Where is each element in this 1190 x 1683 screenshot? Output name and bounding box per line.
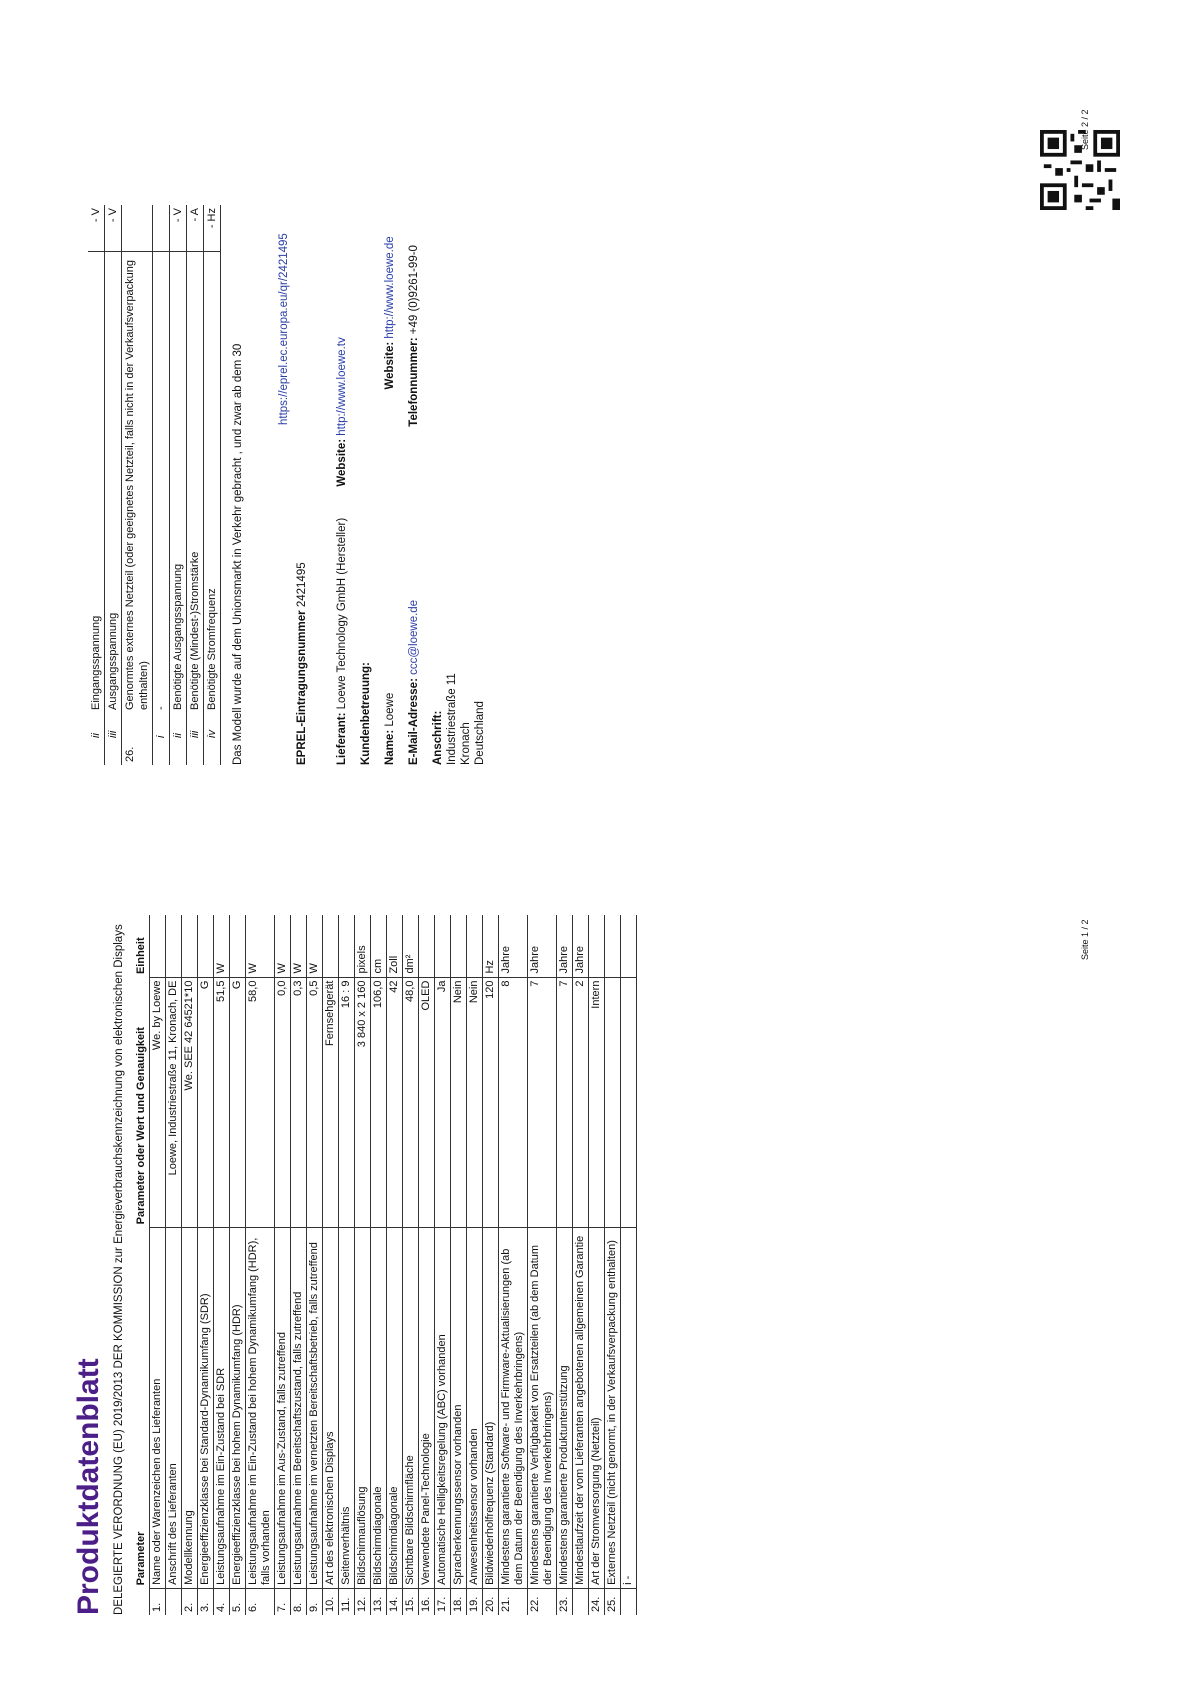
row-value: We. SEE 42 64521*10 xyxy=(182,977,198,1227)
row-unit xyxy=(339,915,355,977)
row-value: G xyxy=(230,977,246,1227)
row-subindex: iii xyxy=(105,713,122,741)
row-number: 6. xyxy=(246,1588,275,1615)
row-number: 1. xyxy=(150,1588,166,1615)
row-value xyxy=(605,977,621,1227)
row-value: 16 : 9 xyxy=(339,977,355,1227)
row-unit: - Hz xyxy=(204,205,221,252)
row-parameter: Bildschirmdiagonale xyxy=(387,1227,403,1588)
row-unit xyxy=(589,915,605,977)
row-parameter: Benötigte (Mindest-)Stromstärke xyxy=(187,252,204,714)
table-row xyxy=(246,915,275,1615)
phone-value: +49 (0)9261-99-0 xyxy=(408,245,420,335)
row-parameter: Spracherkennungssensor vorhanden xyxy=(451,1227,467,1588)
row-number xyxy=(170,741,187,765)
row-number: 13. xyxy=(371,1588,387,1615)
supplier-label: Lieferant: xyxy=(336,712,348,765)
page-title: Produktdatenblatt xyxy=(72,1358,105,1615)
row-unit: dm² xyxy=(403,915,419,977)
row-parameter: Bildwiederholfrequenz (Standard) xyxy=(483,1227,499,1588)
row-number: 4. xyxy=(214,1588,230,1615)
row-parameter: Leistungsaufnahme im Ein-Zustand bei SDR xyxy=(214,1227,230,1588)
row-value: 106,0 xyxy=(371,977,387,1227)
row-unit: Jahre xyxy=(573,915,589,977)
row-number: 5. xyxy=(230,1588,246,1615)
row-value: Loewe, Industriestraße 11, Kronach, DE xyxy=(166,977,182,1227)
row-unit: W xyxy=(246,915,275,977)
row-parameter: Ausgangsspannung xyxy=(105,252,122,714)
row-number: 10. xyxy=(323,1588,339,1615)
name-label: Name: xyxy=(384,729,396,765)
row-unit: cm xyxy=(371,915,387,977)
row-unit xyxy=(150,915,166,977)
eprel-value: 2421495 xyxy=(296,562,308,608)
page-2 xyxy=(88,105,648,765)
row-unit: Jahre xyxy=(528,915,557,977)
row-value: Nein xyxy=(467,977,483,1227)
row-number xyxy=(88,741,105,765)
row-number: 20. xyxy=(483,1588,499,1615)
row-value: Fernsehgerät xyxy=(323,977,339,1227)
row-value: 0,5 xyxy=(307,977,323,1227)
row-number: 26. xyxy=(122,741,153,765)
row-parameter: Seitenverhältnis xyxy=(339,1227,355,1588)
table-row xyxy=(187,205,204,765)
row-number: 25. xyxy=(605,1588,621,1615)
row-unit xyxy=(323,915,339,977)
table-row xyxy=(150,915,166,1615)
row-parameter: Genormtes externes Netzteil (oder geeignetes Netzteil, falls nicht in der Verkaufsverpackung enthalten) xyxy=(122,252,153,714)
row-number: 22. xyxy=(528,1588,557,1615)
row-value: 7 xyxy=(557,977,573,1227)
row-parameter: i - xyxy=(621,1227,637,1588)
row-parameter: Art des elektronischen Displays xyxy=(323,1227,339,1588)
header-unit: Einheit xyxy=(134,915,150,977)
row-unit: W xyxy=(275,915,291,977)
row-value: 3 840 x 2 160 xyxy=(355,977,371,1227)
row-parameter: Mindestens garantierte Verfügbarkeit von Ersatzteilen (ab dem Datum der Beendigung des Inverkehrbringens) xyxy=(528,1227,557,1588)
row-unit: W xyxy=(291,915,307,977)
row-value: 7 xyxy=(528,977,557,1227)
address-line-3: Deutschland xyxy=(474,701,486,765)
row-parameter: Art der Stromversorgung (Netzteil) xyxy=(589,1227,605,1588)
row-value: OLED xyxy=(419,977,435,1227)
table-row xyxy=(573,915,589,1615)
row-parameter: Energieeffizienzklasse bei hohem Dynamikumfang (HDR) xyxy=(230,1227,246,1588)
eprel-link[interactable]: https://eprel.ec.europa.eu/qr/2421495 xyxy=(278,233,290,425)
table-row xyxy=(451,915,467,1615)
market-text: Das Modell wurde auf dem Unionsmarkt in Verkehr gebracht , und zwar ab dem 30 xyxy=(232,343,244,765)
row-number xyxy=(204,741,221,765)
row-number: 19. xyxy=(467,1588,483,1615)
table-row xyxy=(214,915,230,1615)
row-number: 11. xyxy=(339,1588,355,1615)
row-number xyxy=(153,741,170,765)
row-number: 9. xyxy=(307,1588,323,1615)
row-number: 7. xyxy=(275,1588,291,1615)
header-param: Parameter xyxy=(134,1227,150,1588)
table-row xyxy=(204,205,221,765)
supplier-value: Loewe Technology GmbH (Hersteller) xyxy=(336,517,348,710)
row-number xyxy=(621,1588,637,1615)
row-parameter: Eingangsspannung xyxy=(88,252,105,714)
row-subindex: ii xyxy=(88,713,105,741)
row-unit: pixels xyxy=(355,915,371,977)
row-value: 0,0 xyxy=(275,977,291,1227)
row-value xyxy=(621,977,637,1227)
product-data-table xyxy=(134,915,637,1615)
row-parameter: Verwendete Panel-Technologie xyxy=(419,1227,435,1588)
row-number: 18. xyxy=(451,1588,467,1615)
row-unit: - V xyxy=(170,205,187,252)
row-number: 17. xyxy=(435,1588,451,1615)
support-label: Kundenbetreuung: xyxy=(360,662,372,765)
table-row xyxy=(483,915,499,1615)
row-unit xyxy=(182,915,198,977)
row-subindex: iv xyxy=(204,713,221,741)
row-parameter: Bildschirmdiagonale xyxy=(371,1227,387,1588)
row-value: 42 xyxy=(387,977,403,1227)
row-number: 3. xyxy=(198,1588,214,1615)
website-label-1: Website: xyxy=(336,438,348,487)
row-unit: W xyxy=(307,915,323,977)
row-number xyxy=(187,741,204,765)
row-value: 51,5 xyxy=(214,977,230,1227)
table-row xyxy=(105,205,122,765)
table-row xyxy=(323,915,339,1615)
row-unit: Jahre xyxy=(499,915,528,977)
regulation-text: DELEGIERTE VERORDNUNG (EU) 2019/2013 DER KOMMISSION zur Energieverbrauchskennzeichnung von elektronischen Displays xyxy=(113,924,125,1615)
row-parameter: - xyxy=(153,252,170,714)
email-label: E-Mail-Adresse: xyxy=(408,678,420,765)
row-parameter: Leistungsaufnahme im Ein-Zustand bei hohem Dynamikumfang (HDR), falls vorhanden xyxy=(246,1227,275,1588)
table-row xyxy=(88,205,105,765)
table-row xyxy=(153,205,170,765)
table-row xyxy=(605,915,621,1615)
row-unit: Jahre xyxy=(557,915,573,977)
row-parameter: Benötigte Ausgangsspannung xyxy=(170,252,187,714)
table-row xyxy=(467,915,483,1615)
table-row xyxy=(339,915,355,1615)
row-unit xyxy=(451,915,467,977)
row-parameter: Anwesenheitssensor vorhanden xyxy=(467,1227,483,1588)
row-value: Intern xyxy=(589,977,605,1227)
row-subindex xyxy=(122,713,153,741)
table-row xyxy=(621,915,637,1615)
table-row xyxy=(355,915,371,1615)
row-subindex: ii xyxy=(170,713,187,741)
row-unit xyxy=(122,205,153,252)
row-value: 58,0 xyxy=(246,977,275,1227)
table-row xyxy=(403,915,419,1615)
table-row xyxy=(166,915,182,1615)
table-row xyxy=(499,915,528,1615)
table-row xyxy=(419,915,435,1615)
row-unit xyxy=(621,915,637,977)
row-parameter: Externes Netzteil (nicht genormt, in der Verkaufsverpackung enthalten) xyxy=(605,1227,621,1588)
table-header xyxy=(134,915,150,1615)
row-number xyxy=(573,1588,589,1615)
row-parameter: Bildschirmauflösung xyxy=(355,1227,371,1588)
row-unit xyxy=(153,205,170,252)
row-parameter: Benötigte Stromfrequenz xyxy=(204,252,221,714)
website-link-1[interactable]: http://www.loewe.tv xyxy=(336,337,348,436)
row-value: We. by Loewe xyxy=(150,977,166,1227)
table-row xyxy=(387,915,403,1615)
table-row xyxy=(435,915,451,1615)
table-row xyxy=(528,915,557,1615)
table-row xyxy=(182,915,198,1615)
row-value: Nein xyxy=(451,977,467,1227)
email-link[interactable]: ccc@loewe.de xyxy=(408,599,420,675)
row-parameter: Mindestens garantierte Produktunterstützung xyxy=(557,1227,573,1588)
header-value: Parameter oder Wert und Genauigkeit xyxy=(134,977,150,1227)
table-row xyxy=(589,915,605,1615)
row-value: 2 xyxy=(573,977,589,1227)
page-number-1: Seite 1 / 2 xyxy=(1080,919,1090,960)
row-parameter: Leistungsaufnahme im Aus-Zustand, falls zutreffend xyxy=(275,1227,291,1588)
row-unit xyxy=(467,915,483,977)
row-parameter: Automatische Helligkeitsregelung (ABC) vorhanden xyxy=(435,1227,451,1588)
table-row xyxy=(122,205,153,765)
row-unit: - V xyxy=(88,205,105,252)
row-number: 24. xyxy=(589,1588,605,1615)
row-unit: Zoll xyxy=(387,915,403,977)
row-value: 48,0 xyxy=(403,977,419,1227)
table-row xyxy=(557,915,573,1615)
row-value: 8 xyxy=(499,977,528,1227)
row-value: 0,3 xyxy=(291,977,307,1227)
table-row xyxy=(198,915,214,1615)
row-parameter: Leistungsaufnahme im Bereitschaftszustand, falls zutreffend xyxy=(291,1227,307,1588)
table-row xyxy=(230,915,246,1615)
row-unit xyxy=(419,915,435,977)
row-parameter: Anschrift des Lieferanten xyxy=(166,1227,182,1588)
row-number: 2. xyxy=(182,1588,198,1615)
row-number xyxy=(166,1588,182,1615)
row-value: G xyxy=(198,977,214,1227)
table-row xyxy=(291,915,307,1615)
row-unit: Hz xyxy=(483,915,499,977)
row-parameter: Mindestlaufzeit der vom Lieferanten angebotenen allgemeinen Garantie xyxy=(573,1227,589,1588)
row-subindex: iii xyxy=(187,713,204,741)
address-line-1: Industriestraße 11 xyxy=(446,673,458,765)
row-value: Ja xyxy=(435,977,451,1227)
row-number xyxy=(105,741,122,765)
row-parameter: Mindestens garantierte Software- und Firmware-Aktualisierungen (ab dem Datum der Beendigung des Inverkehrbringens) xyxy=(499,1227,528,1588)
row-unit xyxy=(198,915,214,977)
power-supply-table xyxy=(88,205,221,765)
address-label: Anschrift: xyxy=(432,710,444,765)
row-parameter: Energieeffizienzklasse bei Standard-Dynamikumfang (SDR) xyxy=(198,1227,214,1588)
table-body xyxy=(150,915,637,1615)
header-num xyxy=(134,1588,150,1615)
row-number: 21. xyxy=(499,1588,528,1615)
eprel-label: EPREL-Eintragungsnummer xyxy=(296,610,308,765)
table-row xyxy=(371,915,387,1615)
row-number: 23. xyxy=(557,1588,573,1615)
row-parameter: Modellkennung xyxy=(182,1227,198,1588)
row-unit xyxy=(230,915,246,977)
row-number: 16. xyxy=(419,1588,435,1615)
page-number-2: Seite 2 / 2 xyxy=(1080,109,1090,150)
row-number: 8. xyxy=(291,1588,307,1615)
row-number: 15. xyxy=(403,1588,419,1615)
table-row xyxy=(170,205,187,765)
row-subindex: i xyxy=(153,713,170,741)
row-number: 14. xyxy=(387,1588,403,1615)
row-parameter: Sichtbare Bildschirmfläche xyxy=(403,1227,419,1588)
table-row xyxy=(275,915,291,1615)
row-unit xyxy=(605,915,621,977)
row-parameter: Name oder Warenzeichen des Lieferanten xyxy=(150,1227,166,1588)
row-parameter: Leistungsaufnahme im vernetzten Bereitschaftsbetrieb, falls zutreffend xyxy=(307,1227,323,1588)
row-number: 12. xyxy=(355,1588,371,1615)
phone-label: Telefonnummer: xyxy=(408,337,420,427)
page-1 xyxy=(72,915,1052,1615)
row-unit xyxy=(435,915,451,977)
row-value: 120 xyxy=(483,977,499,1227)
row-unit xyxy=(166,915,182,977)
address-line-2: Kronach xyxy=(460,722,472,765)
row-unit: - A xyxy=(187,205,204,252)
table-row xyxy=(307,915,323,1615)
website-link-2[interactable]: http://www.loewe.de xyxy=(384,236,396,339)
row-unit: - V xyxy=(105,205,122,252)
row-unit: W xyxy=(214,915,230,977)
website-label-2: Website: xyxy=(384,341,396,390)
name-value: Loewe xyxy=(384,692,396,727)
